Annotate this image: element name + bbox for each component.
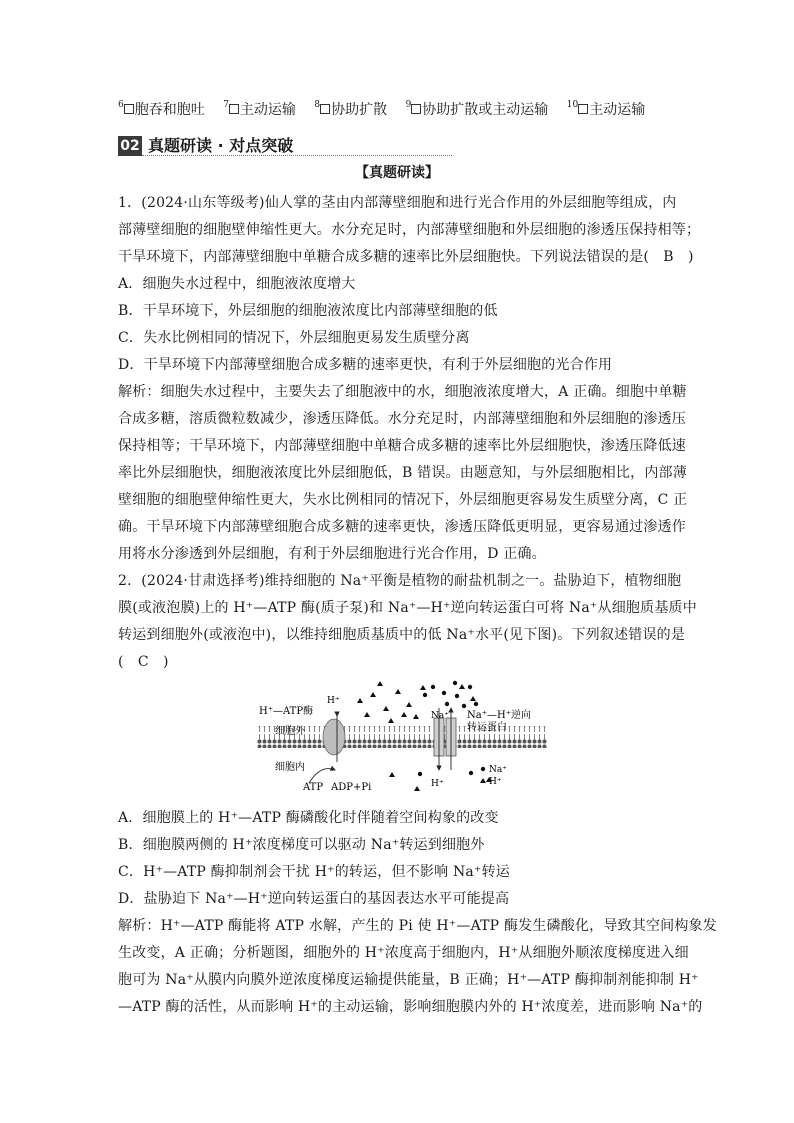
option-line: C．失水比例相同的情况下，外层细胞更易发生质壁分离 bbox=[118, 330, 470, 346]
text-line: 解析：H⁺—ATP 酶能将 ATP 水解，产生的 Pi 使 H⁺—ATP 酶发生磷酸化，导致其空间构象发 bbox=[118, 918, 717, 934]
answer-item bbox=[314, 100, 387, 122]
text-line: 确。干旱环境下内部薄壁细胞合成多糖的速率更快，渗透压降低更明显，更容易通过渗透作 bbox=[118, 519, 686, 535]
blank-box bbox=[320, 104, 330, 114]
option-line: B．细胞膜两侧的 H⁺浓度梯度可以驱动 Na⁺转运到细胞外 bbox=[118, 837, 485, 853]
blank-box bbox=[411, 104, 421, 114]
text-line: 合成多糖，溶质微粒数减少，渗透压降低。水分充足时，内部薄壁细胞和外层细胞的渗透压 bbox=[118, 411, 686, 427]
atp-label: ATP bbox=[303, 782, 324, 793]
atp-pump-protein bbox=[323, 719, 345, 755]
text-line: 部薄壁细胞的细胞壁伸缩性更大。水分充足时，内部薄壁细胞和外层细胞的渗透压保持相等； bbox=[118, 222, 701, 238]
text-line: 1．(2024·山东等级考)仙人掌的茎由内部薄壁细胞和进行光合作用的外层细胞等组成，内 bbox=[118, 195, 677, 211]
text-line: 用将水分渗透到外层细胞，有利于外层细胞进行光合作用，D 正确。 bbox=[118, 546, 546, 562]
answer-item bbox=[567, 100, 645, 122]
answer-text: 主动运输 bbox=[239, 102, 296, 118]
answer-number: 10 bbox=[566, 100, 579, 110]
legend-h-triangle bbox=[480, 778, 486, 783]
answer-number: 8 bbox=[314, 100, 321, 110]
text-line: 胞可为 Na⁺从膜内向膜外逆浓度梯度运输提供能量，B 正确；H⁺—ATP 酶抑制剂能抑制 H⁺ bbox=[118, 972, 699, 988]
section-badge: 02 bbox=[118, 136, 142, 156]
option-line: B．干旱环境下，外层细胞的细胞液浓度比内部薄壁细胞的低 bbox=[118, 303, 498, 319]
h-top-label: H⁺ bbox=[327, 696, 340, 706]
section-title: 真题研读 · 对点突破 bbox=[148, 136, 294, 155]
answer-text: 协助扩散或主动运输 bbox=[422, 102, 549, 118]
text-line: ( C ) bbox=[118, 654, 169, 670]
section-heading bbox=[118, 136, 452, 158]
inside-label: 细胞内 bbox=[275, 762, 305, 773]
text-line: 解析：细胞失水过程中，主要失去了细胞液中的水，细胞液浓度增大，A 正确。细胞中单糖 bbox=[118, 384, 687, 400]
answer-item bbox=[406, 100, 549, 122]
legend-na-dot bbox=[481, 767, 485, 771]
text-line: 2．(2024·甘肃选择考)维持细胞的 Na⁺平衡是植物的耐盐机制之一。盐胁迫下，植物细胞 bbox=[118, 573, 682, 589]
na-channel-label: Na⁺ bbox=[431, 711, 449, 721]
blank-box bbox=[124, 104, 134, 114]
atp-arrow bbox=[309, 769, 335, 783]
option-line: D．盐胁迫下 Na⁺—H⁺逆向转运蛋白的基因表达水平可能提高 bbox=[118, 891, 510, 907]
pump-label: H⁺—ATP酶 bbox=[259, 706, 314, 717]
text-line: 率比外层细胞快，细胞液浓度比外层细胞低，B 错误。由题意知，与外层细胞相比，内部薄 bbox=[118, 465, 687, 481]
text-line: 干旱环境下，内部薄壁细胞中单糖合成多糖的速率比外层细胞快。下列说法错误的是( B ) bbox=[118, 249, 694, 265]
blank-box bbox=[578, 104, 588, 114]
subheading: 【真题研读】 bbox=[355, 165, 439, 181]
option-line: A．细胞膜上的 H⁺—ATP 酶磷酸化时伴随着空间构象的改变 bbox=[118, 810, 499, 826]
h-bottom-label: H⁺ bbox=[431, 779, 444, 789]
answer-number: 7 bbox=[223, 100, 229, 110]
answer-text: 主动运输 bbox=[589, 102, 646, 118]
blank-box bbox=[229, 104, 239, 114]
answer-text: 胞吞和胞吐 bbox=[134, 102, 205, 118]
option-line: D．干旱环境下内部薄壁细胞合成多糖的速率更快，有利于外层细胞的光合作用 bbox=[118, 357, 613, 373]
answer-row bbox=[118, 100, 659, 122]
answer-number: 9 bbox=[405, 100, 412, 110]
answer-number: 6 bbox=[118, 100, 124, 110]
option-line: A．细胞失水过程中，细胞液浓度增大 bbox=[118, 276, 356, 292]
text-line: 生改变，A 正确；分析题图，细胞外的 H⁺浓度高于细胞内，H⁺从细胞外顺浓度梯度进入细 bbox=[118, 945, 689, 961]
legend-h-label: H⁺ bbox=[489, 777, 502, 787]
answer-item bbox=[223, 100, 296, 122]
text-line: 壁细胞的细胞壁伸缩性更大，失水比例相同的情况下，外层细胞更容易发生质壁分离，C 正 bbox=[118, 492, 688, 508]
outside-label: 细胞外 bbox=[275, 726, 305, 737]
adp-label: ADP+Pi bbox=[331, 782, 372, 793]
answer-item bbox=[118, 100, 205, 122]
antiporter-label: 转运蛋白 bbox=[467, 722, 507, 733]
text-line: 转运到细胞外(或液泡中)，以维持细胞质基质中的低 Na⁺水平(见下图)。下列叙述错误的是 bbox=[118, 627, 686, 643]
answer-text: 协助扩散 bbox=[331, 102, 388, 118]
option-line: C．H⁺—ATP 酶抑制剂会干扰 H⁺的转运，但不影响 Na⁺转运 bbox=[118, 864, 510, 880]
legend-na-label: Na⁺ bbox=[489, 765, 507, 775]
membrane-diagram bbox=[257, 678, 547, 798]
antiporter-label: Na⁺—H⁺逆向 bbox=[467, 710, 531, 721]
text-line: 保持相等；干旱环境下，内部薄壁细胞中单糖合成多糖的速率比外层细胞快，渗透压降低速 bbox=[118, 438, 686, 454]
dotted-divider bbox=[142, 155, 452, 156]
text-line: —ATP 酶的活性，从而影响 H⁺的主动运输，影响细胞膜内外的 H⁺浓度差，进而影响 Na⁺的 bbox=[118, 999, 703, 1015]
text-line: 膜(或液泡膜)上的 H⁺—ATP 酶(质子泵)和 Na⁺—H⁺逆向转运蛋白可将 Na⁺从细胞质基质中 bbox=[118, 600, 697, 616]
